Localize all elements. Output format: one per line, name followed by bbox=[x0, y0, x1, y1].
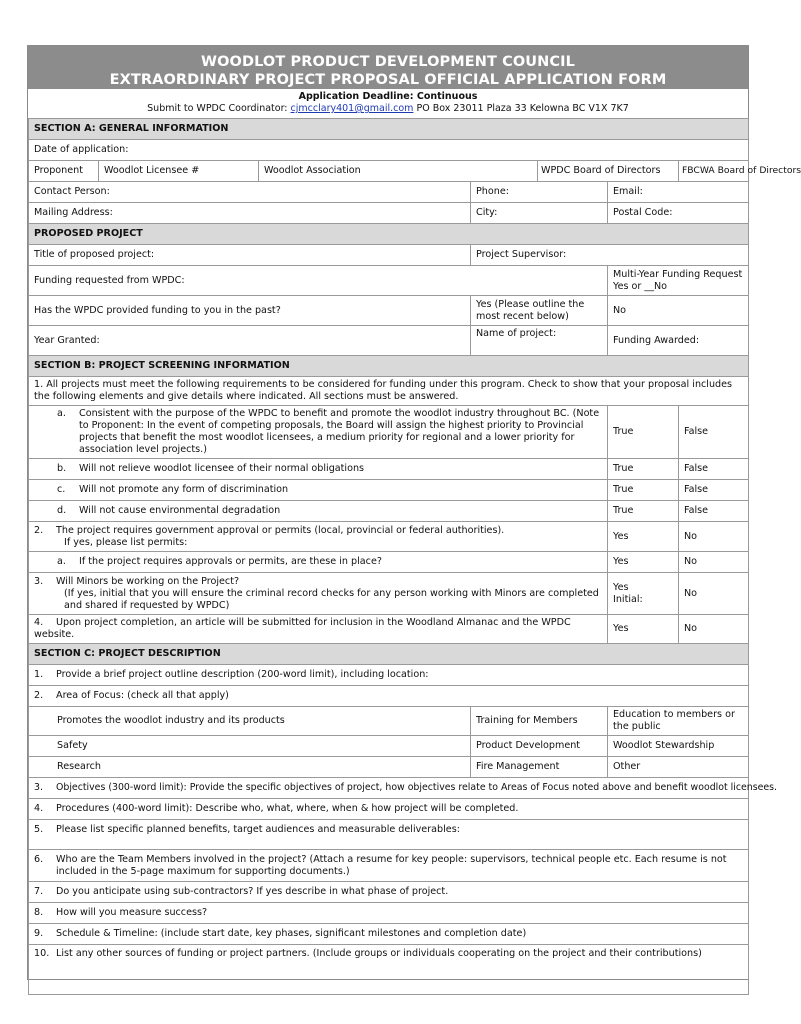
requirement-b-false[interactable]: False bbox=[679, 459, 749, 480]
mailing-address-field[interactable]: Mailing Address: bbox=[29, 203, 471, 224]
multi-year-label: Multi-Year Funding Request bbox=[613, 268, 743, 280]
project-supervisor-field[interactable]: Project Supervisor: bbox=[471, 245, 749, 266]
email-field[interactable]: Email: bbox=[608, 182, 749, 203]
requirement-c-text: Will not promote any form of discrimination bbox=[79, 484, 289, 495]
minors-question bbox=[29, 573, 608, 615]
c9-number: 9. bbox=[34, 928, 44, 939]
minors-yes-initial[interactable] bbox=[608, 573, 679, 615]
project-name-field[interactable]: Name of project: bbox=[471, 326, 608, 356]
c6-text: Who are the Team Members involved in the project? (Attach a resume for key people: supervisors, technical people etc. Each resume is not included in the 5-page maximum for supporting documents.) bbox=[56, 853, 727, 877]
schedule-timeline-field[interactable] bbox=[29, 924, 749, 945]
minors-number: 3. bbox=[34, 575, 44, 587]
minors-no[interactable]: No bbox=[679, 573, 749, 615]
date-of-application-field[interactable]: Date of application: bbox=[29, 140, 749, 161]
focus-fire-management[interactable]: Fire Management bbox=[471, 757, 608, 778]
postal-code-field[interactable]: Postal Code: bbox=[608, 203, 749, 224]
phone-field[interactable]: Phone: bbox=[471, 182, 608, 203]
c1-number: 1. bbox=[34, 669, 44, 680]
multi-year-options: Yes or __No bbox=[613, 280, 668, 292]
c8-text: How will you measure success? bbox=[56, 907, 208, 918]
permits-no[interactable]: No bbox=[679, 522, 749, 552]
c3-number: 3. bbox=[34, 782, 43, 793]
requirement-a-text: Consistent with the purpose of the WPDC to benefit and promote the woodlot industry throughout BC. (Note to Proponent: In the event of competing proposals, the Board will assign the highest priority to Provincial projects that benefit the most woodlot licensees, a medium priority for regional and a lower priority for association level projects.) bbox=[79, 408, 600, 455]
c5-number: 5. bbox=[34, 824, 44, 835]
permits-text: The project requires government approval or permits (local, provincial or federal authorities). bbox=[56, 524, 505, 536]
minors-initial: Initial: bbox=[613, 593, 643, 605]
requirement-d-false[interactable]: False bbox=[679, 501, 749, 522]
permits-question bbox=[29, 522, 608, 552]
year-granted-field[interactable]: Year Granted: bbox=[29, 326, 471, 356]
benefits-field[interactable] bbox=[29, 820, 749, 850]
article-question bbox=[29, 615, 608, 644]
c5-text: Please list specific planned benefits, target audiences and measurable deliverables: bbox=[56, 824, 460, 835]
c10-number: 10. bbox=[34, 948, 50, 959]
outline-description-field[interactable] bbox=[29, 665, 749, 686]
other-funding-field[interactable] bbox=[29, 945, 749, 995]
contact-person-field[interactable]: Contact Person: bbox=[29, 182, 471, 203]
requirement-b-true[interactable]: True bbox=[608, 459, 679, 480]
coordinator-email-link[interactable]: cjmcclary401@gmail.com bbox=[290, 103, 414, 114]
title-line-2: EXTRAORDINARY PROJECT PROPOSAL OFFICIAL APPLICATION FORM bbox=[109, 72, 667, 88]
focus-education-public[interactable]: Education to members or the public bbox=[608, 707, 749, 736]
proponent-label: Proponent bbox=[29, 161, 99, 182]
focus-safety[interactable]: Safety bbox=[29, 736, 471, 757]
area-of-focus-label bbox=[29, 686, 749, 707]
requirement-a bbox=[29, 406, 608, 459]
form-title bbox=[28, 46, 748, 89]
city-field[interactable]: City: bbox=[471, 203, 608, 224]
requirement-c-false[interactable]: False bbox=[679, 480, 749, 501]
submit-info bbox=[28, 103, 748, 118]
requirement-a-false[interactable]: False bbox=[679, 406, 749, 459]
requirement-b-letter: b. bbox=[57, 463, 67, 474]
minors-detail: (If yes, initial that you will ensure the criminal record checks for any person working with Minors are completed and shared if requested by WPDC) bbox=[64, 587, 599, 611]
requirement-d-letter: d. bbox=[57, 505, 67, 516]
requirement-c bbox=[29, 480, 608, 501]
focus-product-development[interactable]: Product Development bbox=[471, 736, 608, 757]
minors-yes: Yes bbox=[613, 581, 629, 593]
past-funding-yes-option[interactable]: Yes (Please outline the most recent below) bbox=[471, 296, 608, 326]
permits-yes[interactable]: Yes bbox=[608, 522, 679, 552]
c10-text: List any other sources of funding or project partners. (Include groups or individuals cooperating on the project and their contributions) bbox=[56, 948, 702, 959]
proposed-project-heading: PROPOSED PROJECT bbox=[29, 224, 749, 245]
requirement-c-letter: c. bbox=[57, 484, 66, 495]
woodlot-licensee-option[interactable]: Woodlot Licensee # bbox=[99, 161, 259, 182]
permits-in-place-question bbox=[29, 552, 608, 573]
c2-text: Area of Focus: (check all that apply) bbox=[56, 690, 229, 701]
c7-number: 7. bbox=[34, 886, 44, 897]
minors-text: Will Minors be working on the Project? bbox=[56, 575, 240, 587]
multi-year-funding-field[interactable] bbox=[608, 266, 749, 296]
c1-text: Provide a brief project outline description (200-word limit), including location: bbox=[56, 669, 429, 680]
requirement-d bbox=[29, 501, 608, 522]
form-grid bbox=[28, 118, 801, 995]
focus-research[interactable]: Research bbox=[29, 757, 471, 778]
requirement-b-text: Will not relieve woodlot licensee of their normal obligations bbox=[79, 463, 365, 474]
requirement-b bbox=[29, 459, 608, 480]
section-c-heading: SECTION C: PROJECT DESCRIPTION bbox=[29, 644, 749, 665]
section-b-heading: SECTION B: PROJECT SCREENING INFORMATION bbox=[29, 356, 749, 377]
application-form bbox=[27, 45, 801, 980]
funding-requested-field[interactable]: Funding requested from WPDC: bbox=[29, 266, 608, 296]
permits-in-place-no[interactable]: No bbox=[679, 552, 749, 573]
article-no[interactable]: No bbox=[679, 615, 749, 644]
c8-number: 8. bbox=[34, 907, 44, 918]
submit-address: PO Box 23011 Plaza 33 Kelowna BC V1X 7K7 bbox=[416, 103, 629, 114]
c2-number: 2. bbox=[34, 690, 44, 701]
c9-text: Schedule & Timeline: (include start date, key phases, significant milestones and completion date) bbox=[56, 928, 527, 939]
c4-number: 4. bbox=[34, 803, 44, 814]
c3-text: Objectives (300-word limit): Provide the specific objectives of project, how objectives relate to Areas of Focus noted above and benefit woodlot licensees. bbox=[56, 782, 777, 793]
c4-text: Procedures (400-word limit): Describe who, what, where, when & how project will be completed. bbox=[56, 803, 519, 814]
article-yes[interactable]: Yes bbox=[608, 615, 679, 644]
permits-list-prompt: If yes, please list permits: bbox=[64, 536, 188, 548]
requirement-a-true[interactable]: True bbox=[608, 406, 679, 459]
permits-in-place-letter: a. bbox=[57, 556, 66, 567]
past-funding-no-option[interactable]: No bbox=[608, 296, 749, 326]
team-members-field[interactable] bbox=[29, 850, 749, 882]
requirement-d-text: Will not cause environmental degradation bbox=[79, 505, 281, 516]
fbcwa-board-option[interactable]: FBCWA Board of Directors bbox=[679, 161, 749, 182]
past-funding-question: Has the WPDC provided funding to you in the past? bbox=[29, 296, 471, 326]
focus-promotes-industry[interactable]: Promotes the woodlot industry and its products bbox=[29, 707, 471, 736]
deadline: Application Deadline: Continuous bbox=[298, 91, 478, 102]
c7-text: Do you anticipate using sub-contractors? If yes describe in what phase of project. bbox=[56, 886, 449, 897]
permits-number: 2. bbox=[34, 524, 44, 536]
article-number: 4. bbox=[34, 617, 44, 628]
subcontractors-field[interactable] bbox=[29, 882, 749, 903]
permits-in-place-text: If the project requires approvals or permits, are these in place? bbox=[79, 556, 382, 567]
section-a-heading: SECTION A: GENERAL INFORMATION bbox=[29, 119, 749, 140]
requirement-d-true[interactable]: True bbox=[608, 501, 679, 522]
title-line-1: WOODLOT PRODUCT DEVELOPMENT COUNCIL bbox=[201, 54, 575, 70]
objectives-field[interactable] bbox=[29, 778, 777, 799]
requirement-a-letter: a. bbox=[57, 408, 66, 419]
measure-success-field[interactable] bbox=[29, 903, 749, 924]
funding-awarded-field[interactable]: Funding Awarded: bbox=[608, 326, 749, 356]
focus-other[interactable]: Other bbox=[608, 757, 749, 778]
focus-woodlot-stewardship[interactable]: Woodlot Stewardship bbox=[608, 736, 749, 757]
focus-training-members[interactable]: Training for Members bbox=[471, 707, 608, 736]
c6-number: 6. bbox=[34, 853, 44, 865]
requirement-c-true[interactable]: True bbox=[608, 480, 679, 501]
article-text: Upon project completion, an article will be submitted for inclusion in the Woodland Almanac and the WPDC website. bbox=[34, 617, 571, 640]
permits-in-place-yes[interactable]: Yes bbox=[608, 552, 679, 573]
project-title-field[interactable]: Title of proposed project: bbox=[29, 245, 471, 266]
screening-intro: 1. All projects must meet the following requirements to be considered for funding under this program. Check to show that your proposal includes the following elements and give details where indicated. All sections must be answered. bbox=[29, 377, 749, 406]
submit-prefix: Submit to WPDC Coordinator: bbox=[147, 103, 288, 114]
procedures-field[interactable] bbox=[29, 799, 749, 820]
woodlot-association-option[interactable]: Woodlot Association bbox=[259, 161, 538, 182]
wpdc-board-option[interactable]: WPDC Board of Directors bbox=[538, 161, 679, 182]
